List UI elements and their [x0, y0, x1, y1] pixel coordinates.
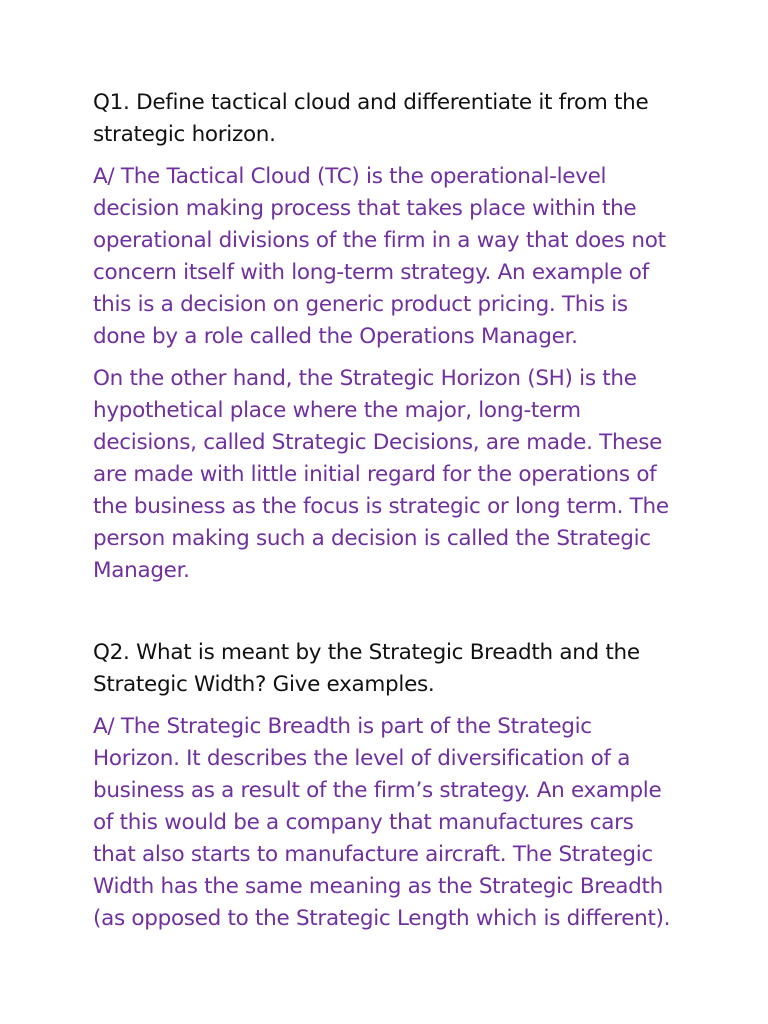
answer-1-paragraph-1: A/ The Tactical Cloud (TC) is the operational-level decision making process that takes place within the operational divisions of the firm in a way that does not concern itself with long-term strategy. An example of this is a decision on generic product pricing. This is done by a role called the Operations Manager. — [93, 164, 666, 349]
question-1: Q1. Define tactical cloud and differentiate it from the strategic horizon. — [93, 90, 649, 147]
question-2: Q2. What is meant by the Strategic Breadth and the Strategic Width? Give examples. — [93, 640, 640, 697]
answer-1-paragraph-2: On the other hand, the Strategic Horizon (SH) is the hypothetical place where the major, long-term decisions, called Strategic Decisions, are made. These are made with little initial regard for the operations of the business as the focus is strategic or long term. The person making such a decision is called the Strategic Manager. — [93, 366, 669, 583]
answer-2-paragraph-1: A/ The Strategic Breadth is part of the Strategic Horizon. It describes the level of diversification of a business as a result of the firm’s strategy. An example of this would be a company that manufactures cars that also starts to manufacture aircraft. The Strategic Width has the same meaning as the Strategic Breadth (as opposed to the Strategic Length which is different). — [93, 714, 671, 931]
